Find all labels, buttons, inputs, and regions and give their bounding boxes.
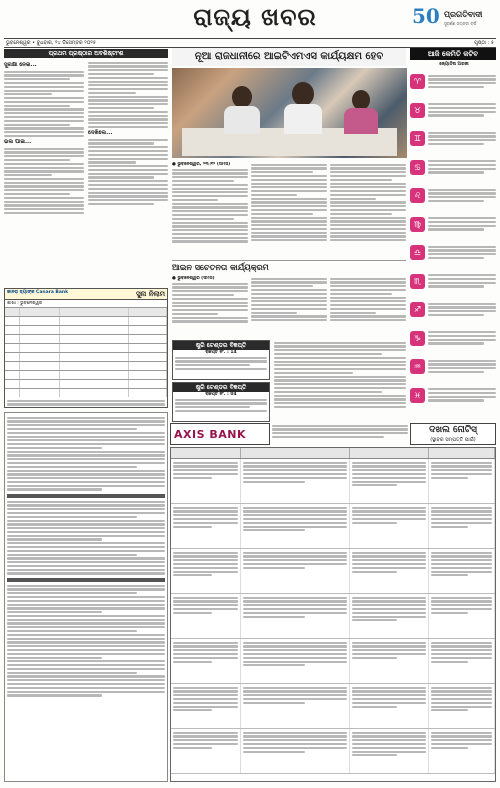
lead-dateline: ● ଭୁବନେଶ୍ୱର, ୨୩।୧୨ (ସମିସ) — [172, 162, 231, 167]
logo-number: 50 — [412, 4, 440, 28]
tender-2-number: ବିଜ୍ଞପ୍ତି ନଂ. : 04 — [205, 392, 237, 397]
dateline-bar — [4, 38, 496, 48]
zodiac-icon: ♌ — [410, 188, 425, 203]
possession-notice-title — [410, 423, 496, 445]
newspaper-logo — [412, 4, 496, 30]
left-subhead-2: ଭଲ ପାଇ... — [4, 139, 32, 146]
table-row — [171, 459, 495, 504]
horoscope-entry — [410, 72, 496, 92]
left-column-header: ପ୍ରଥମ ପ୍ରଷ୍ଠାର ଅବଶିଷ୍ଟାଂଶ — [4, 49, 168, 58]
page-number: ପୃଷ୍ଠା : ୫ — [474, 40, 494, 46]
axis-bank-ad — [170, 423, 270, 445]
horoscope-entry — [410, 129, 496, 149]
awareness-headline-wrap — [172, 260, 406, 275]
masthead — [0, 0, 500, 34]
canara-branch: ଶାଖା : ଭୁବନେଶ୍ୱର — [7, 301, 43, 306]
table-row — [171, 594, 495, 639]
zodiac-icon: ♐ — [410, 302, 425, 317]
left-article-col1 — [4, 60, 84, 284]
zodiac-icon: ♓ — [410, 388, 425, 403]
horoscope-entry — [410, 101, 496, 121]
zodiac-icon: ♈ — [410, 74, 425, 89]
canara-gold-auction-ad — [4, 288, 168, 408]
horoscope-entry — [410, 386, 496, 406]
possession-notice-table — [170, 447, 496, 782]
horoscope-entry — [410, 215, 496, 235]
left-article-col2 — [88, 60, 168, 284]
horoscope-entry — [410, 272, 496, 292]
notice-rows — [171, 448, 495, 774]
zodiac-icon: ♉ — [410, 103, 425, 118]
tender-notice-2 — [172, 382, 270, 422]
tender-1-number: ବିଜ୍ଞପ୍ତି ନଂ. : 14 — [205, 350, 237, 355]
table-row — [171, 639, 495, 684]
logo-tagline: ସୁବର୍ଣ୍ଣ ଜୟନ୍ତୀ ବର୍ଷ — [444, 21, 477, 26]
zodiac-icon: ♏ — [410, 274, 425, 289]
canara-bank-name: କାନରା ବ୍ୟାଙ୍କ Canara Bank — [7, 290, 69, 295]
gold-auction-title: ସୁନା ନିଲାମ — [136, 290, 165, 298]
tender-1-header: ଷ୍ଟ୍ରି ଟେଣ୍ଡର ବିଜ୍ଞପ୍ତି — [173, 341, 269, 350]
left-subhead-3: ଦେଖିଲେ... — [88, 130, 113, 137]
zodiac-icon: ♍ — [410, 217, 425, 232]
horoscope-entry — [410, 300, 496, 320]
possession-notice-sub: (ସ୍ଥାବର ସମ୍ପତ୍ତି ପାଇଁ) — [430, 437, 476, 443]
classified-notice-block — [4, 412, 168, 782]
horoscope-entry — [410, 158, 496, 178]
tender-2-header: ଷ୍ଟ୍ରି ଟେଣ୍ଡର ବିଜ୍ଞପ୍ତି — [173, 383, 269, 392]
lead-article-col3 — [330, 162, 406, 258]
auction-table — [5, 307, 167, 397]
awareness-dateline: ● ଭୁବନେଶ୍ୱର (ସମିସ) — [172, 276, 215, 281]
awareness-headline: ଆଇନ ସଚେତନତା କାର୍ଯ୍ୟକ୍ରମ — [172, 262, 269, 272]
left-subhead-1: ସୁରକ୍ଷା ନେଇ... — [4, 62, 37, 68]
horoscope-entry — [410, 243, 496, 263]
zodiac-icon: ♋ — [410, 160, 425, 175]
zodiac-icon: ♊ — [410, 131, 425, 146]
table-row — [171, 729, 495, 774]
horoscope-byline: ଜ୍ୟୋତିଷ ଅରଜୀ — [439, 62, 469, 67]
tender-notice-1 — [172, 340, 270, 380]
horoscope-entry — [410, 357, 496, 377]
horoscope-entry — [410, 329, 496, 349]
lead-headline: ନୂଆ ରାଜଧାନୀରେ ଆଇଟିଏମଏସ କାର୍ଯ୍ୟକ୍ଷମ ହେବ — [172, 48, 406, 66]
table-row — [171, 549, 495, 594]
table-row — [171, 504, 495, 549]
logo-brand: ପ୍ରଗତିବାଦୀ — [444, 10, 483, 19]
horoscope-header: ଆଜି କେମିତି କଟିବ — [410, 48, 496, 60]
axis-address — [272, 423, 408, 445]
horoscope-entry — [410, 186, 496, 206]
zodiac-icon: ♑ — [410, 331, 425, 346]
lead-article-col2 — [251, 162, 327, 258]
awareness-col1 — [172, 276, 248, 336]
awareness-col2 — [251, 276, 327, 336]
page-title: ରାଜ୍ୟ ଖବର — [193, 2, 317, 31]
axis-bank-logo: AXIS BANK — [174, 428, 246, 441]
side-article — [274, 340, 406, 422]
lead-article-col1 — [172, 162, 248, 258]
awareness-col3 — [330, 276, 406, 336]
date-text: ଭୁବନେଶ୍ୱର • ବୁଧବାର, ୨୪ ଡିସେମ୍ବର ୨୦୨୫ — [6, 40, 97, 46]
zodiac-icon: ♒ — [410, 359, 425, 374]
table-row — [171, 684, 495, 729]
zodiac-icon: ♎ — [410, 245, 425, 260]
possession-notice-heading: ଦଖଲ ନୋଟିସ୍ — [429, 425, 477, 435]
lead-photo — [172, 68, 407, 158]
